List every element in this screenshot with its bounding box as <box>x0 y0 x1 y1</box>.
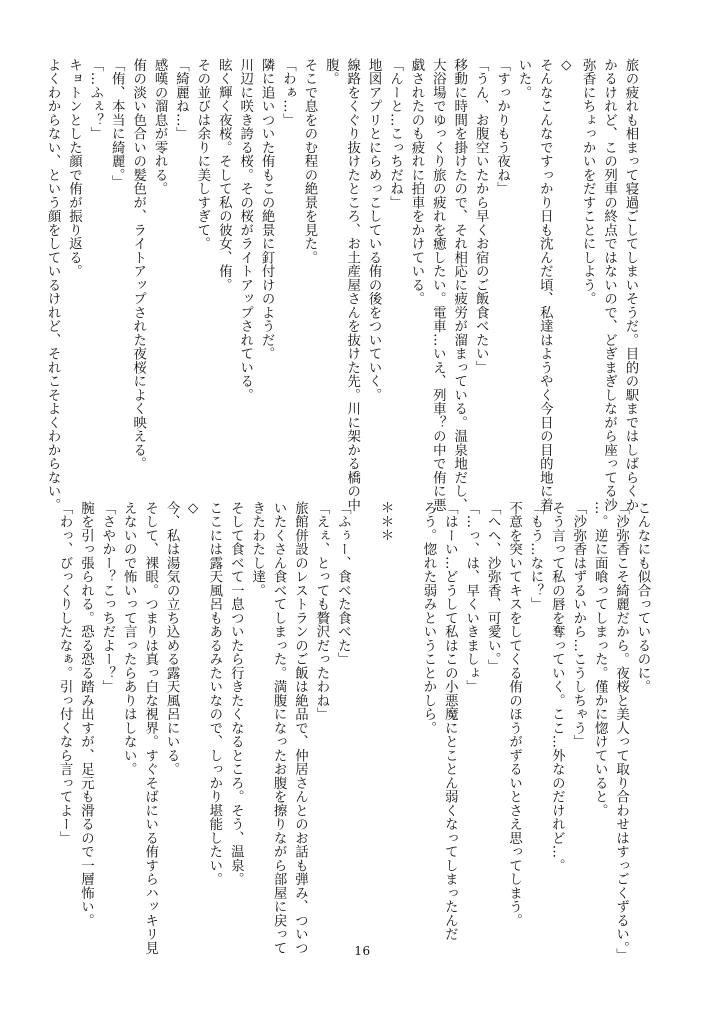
text-line: ◇ <box>558 58 574 74</box>
text-line: 「沙弥香はずるいから…こうしちゃう」 <box>570 501 586 749</box>
text-line: 「わっ、びっくりしたなぁ。引っ付くなら言ってよー」 <box>57 501 73 845</box>
text-line: 「…っ、は、早くいきましょ」 <box>463 501 479 694</box>
text-line: 線路をくぐり抜けたところ、お土産屋さんを抜けた先。川に架かる橋の中 <box>344 58 360 512</box>
text-line: そして食べて一息ついたら行きたくなるところ。そう、温泉。 <box>228 501 244 886</box>
text-line: きたわたし達。 <box>249 501 265 598</box>
text-line: 侑の淡い色合いの髪色が、ライトアップされた夜桜によく映える。 <box>130 58 146 471</box>
text-line: 旅の疲れも相まって寝過ごしてしまいそうだ。目的の駅まではしばらくか <box>623 58 638 512</box>
text-line: こんなにも似合っているのに。 <box>635 501 650 694</box>
text-line: そこで息をのむ程の絶景を見た。 <box>301 58 317 265</box>
text-line: よくわからない、という顔をしているけれど、それこそよくわからない。 <box>45 58 61 512</box>
text-line: 「…ふぇ？」 <box>87 58 103 141</box>
text-line: 感嘆の溜息が零れる。 <box>152 58 168 196</box>
text-line: 眩く輝く夜桜。そして私の彼女、侑。 <box>216 58 232 292</box>
text-line: 「侑、本当に綺麗。」 <box>109 58 125 189</box>
text-line: その並びは余りに美しすぎて。 <box>194 58 210 251</box>
text-line: そう言って私の唇を奪っていく。ここ…外なのだけれど…。 <box>549 501 565 873</box>
text-line: キョトンとした顔で侑が振り返る。 <box>66 58 82 278</box>
text-line: 「えぇ、とっても贅沢だったわね」 <box>313 501 329 721</box>
text-line: 腹。 <box>323 58 339 86</box>
text-line: 「沙弥香こそ綺麗だから。夜桜と美人って取り合わせはすっごくずるい。」 <box>613 501 629 962</box>
text-line: 隣に追いついた侑もこの絶景に釘付けのようだ。 <box>259 58 275 361</box>
text-line: 弥香にちょっかいをだすことにしよう。 <box>580 58 596 306</box>
text-line: 「うん、お腹空いたから早くお宿のご飯食べたい」 <box>473 58 489 375</box>
text-line: 「はーい…どうして私はこの小悪魔にとことん弱くなってしまったんだ <box>442 501 458 941</box>
text-line: そんなこんなですっかり日も沈んだ頃、私達はようやく今日の目的地に着 <box>537 58 553 512</box>
text-line: かるけれど、この列車の終点ではないので、どぎまぎしながら座ってる沙 <box>601 58 617 512</box>
text-line: 「すっかりもう夜ね」 <box>494 58 510 196</box>
text-line: 「ふぅー、食べた食べた」 <box>335 501 351 666</box>
text-line: 「へへ、沙弥香、可愛い。」 <box>485 501 501 674</box>
text-line: そして、裸眼。つまりは真っ白な視界。すぐそばにいる侑すらハッキリ見 <box>142 501 158 955</box>
text-line: 「綺麗ね…」 <box>173 58 189 141</box>
text-line <box>353 501 374 921</box>
text-line: 不意を突いてキスをしてくる侑のほうがずるいとさえ思ってしまう。 <box>506 501 522 928</box>
text-line: 「んーと…こっちだね」 <box>387 58 403 210</box>
text-line: ＊＊＊ <box>378 501 394 543</box>
text-line: …。逆に面喰ってしまった。僅かに惚けていると。 <box>592 501 608 818</box>
text-line: 「わぁ…」 <box>280 58 296 127</box>
page-number: 16 <box>354 944 371 958</box>
text-line: 今、私は湯気の立ち込める露天風呂にいる。 <box>164 501 180 776</box>
text-line: 移動に時間を掛けたので、それ相応に疲労が溜まっている。温泉地だし、 <box>451 58 467 512</box>
text-line: ◇ <box>185 501 201 517</box>
text-line: ろう。惚れた弱みということかしら。 <box>420 501 436 735</box>
text-line: 腕を引っ張られる。恐る恐る踏み出すが、足元も滑るので一層怖い。 <box>78 501 94 928</box>
text-line: 地図アプリとにらめっこしている侑の後をついていく。 <box>366 58 382 402</box>
text-line <box>396 501 417 921</box>
text-line: いたくさん食べてしまった。満腹になったお腹を擦りながら部屋に戻って <box>271 501 287 955</box>
upper-text-block <box>42 58 641 512</box>
text-line: いた。 <box>515 58 531 100</box>
text-line: 旅館併設のレストランのご飯は絶品で、仲居さんとのお話も弾み、ついつ <box>292 501 308 955</box>
text-line: えないので怖いって言ったらありはしない。 <box>121 501 137 776</box>
text-line: ここには露天風呂もあるみたいなので、しっかり堪能したい。 <box>206 501 222 886</box>
text-line: 「もう…なに？」 <box>527 501 543 611</box>
text-line: 大浴場でゆっくり旅の疲れを癒したい。電車…いえ、列車？の中で侑に悪 <box>430 58 446 512</box>
text-line: 「さやかー？こっちだよー？」 <box>99 501 115 694</box>
text-line: 川辺に咲き誇る桜。その桜がライトアップされている。 <box>237 58 253 402</box>
text-line: 戯されたのも疲れに拍車をかけている。 <box>408 58 424 306</box>
